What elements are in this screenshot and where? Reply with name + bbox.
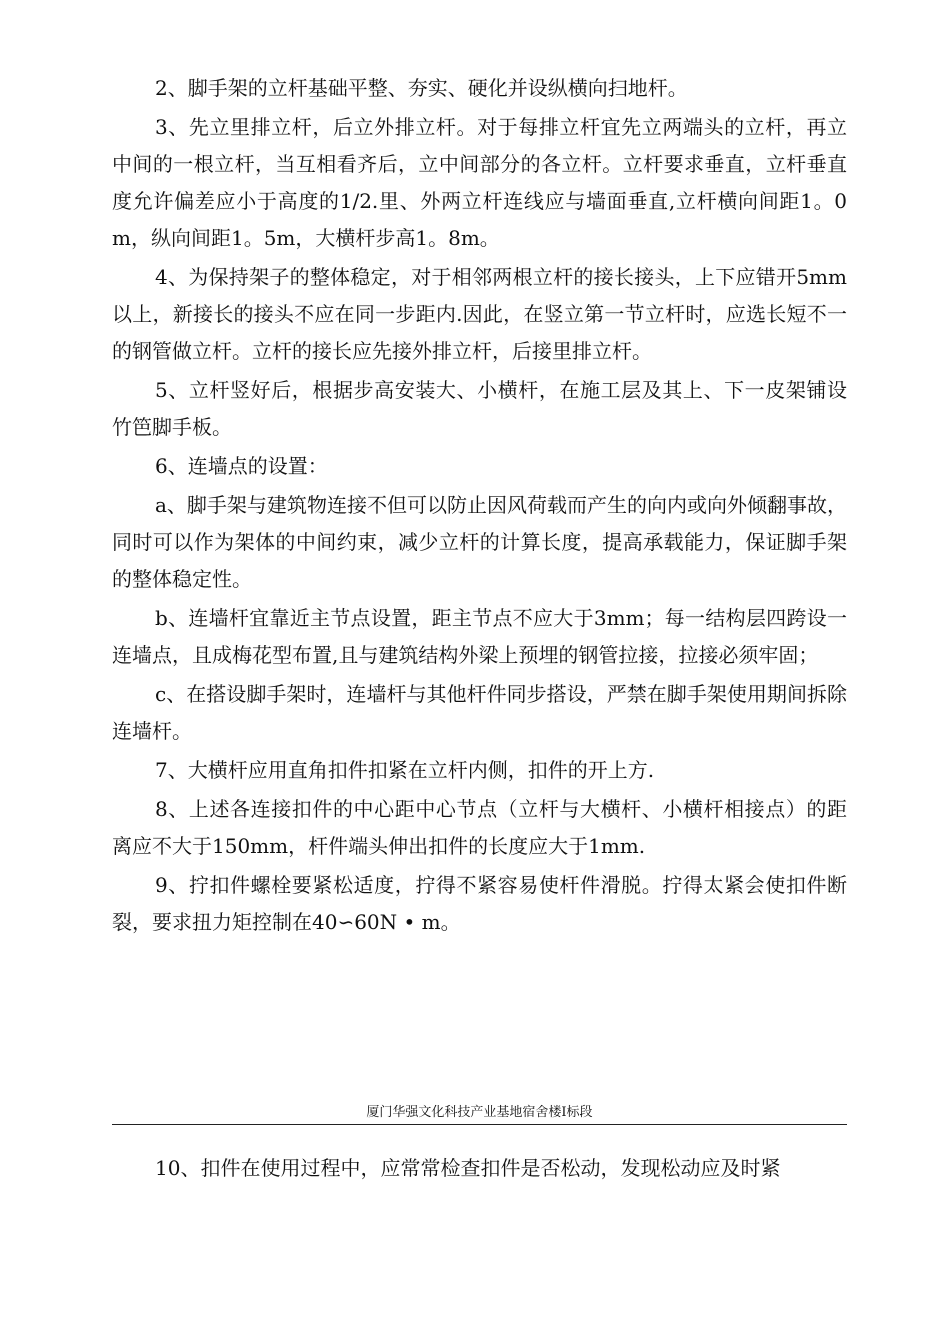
paragraph-item-8: 8、上述各连接扣件的中心距中心节点（立杆与大横杆、小横杆相接点）的距离应不大于150mm，杆件端头伸出扣件的长度应大于1mm.	[112, 797, 847, 858]
paragraph-item-5: 5、立杆竖好后，根据步高安装大、小横杆，在施工层及其上、下一皮架铺设竹笆脚手板。	[112, 378, 847, 439]
paragraph-item-2: 2、脚手架的立杆基础平整、夯实、硬化并设纵横向扫地杆。	[155, 76, 688, 100]
paragraph-item-7: 7、大横杆应用直角扣件扣紧在立杆内侧，扣件的开上方.	[155, 758, 655, 782]
document-body	[112, 70, 847, 943]
paragraph-item-6b: b、连墙杆宜靠近主节点设置，距主节点不应大于3mm；每一结构层四跨设一连墙点，且成梅花型布置,且与建筑结构外梁上预埋的钢管拉接，拉接必须牢固；	[112, 606, 847, 667]
paragraph-item-9: 9、拧扣件螺栓要紧松适度，拧得不紧容易使杆件滑脱。拧得太紧会使扣件断裂，要求扭力矩控制在40∽60N • m。	[112, 873, 847, 934]
next-page-body	[112, 1150, 847, 1189]
page-footer: 厦门华强文化科技产业基地宿舍楼Ⅰ标段	[112, 1102, 847, 1125]
paragraph-item-3: 3、先立里排立杆，后立外排立杆。对于每排立杆宜先立两端头的立杆，再立中间的一根立杆，当互相看齐后，立中间部分的各立杆。立杆要求垂直，立杆垂直度允许偏差应小于高度的1/2.里、外两立杆连线应与墙面垂直,立杆横向间距1。0m，纵向间距1。5m，大横杆步高1。8m。	[112, 115, 847, 250]
paragraph-item-6: 6、连墙点的设置：	[155, 454, 328, 478]
paragraph-item-10: 10、扣件在使用过程中，应常常检查扣件是否松动，发现松动应及时紧	[155, 1156, 781, 1180]
paragraph-item-6a: a、脚手架与建筑物连接不但可以防止因风荷载而产生的向内或向外倾翻事故，同时可以作为架体的中间约束，减少立杆的计算长度，提高承载能力，保证脚手架的整体稳定性。	[112, 493, 847, 591]
paragraph-item-4: 4、为保持架子的整体稳定，对于相邻两根立杆的接长接头，上下应错开5mm以上，新接长的接头不应在同一步距内.因此，在竖立第一节立杆时，应选长短不一的钢管做立杆。立杆的接长应先接外排立杆，后接里排立杆。	[112, 265, 847, 363]
paragraph-item-6c: c、在搭设脚手架时，连墙杆与其他杆件同步搭设，严禁在脚手架使用期间拆除连墙杆。	[112, 682, 847, 743]
